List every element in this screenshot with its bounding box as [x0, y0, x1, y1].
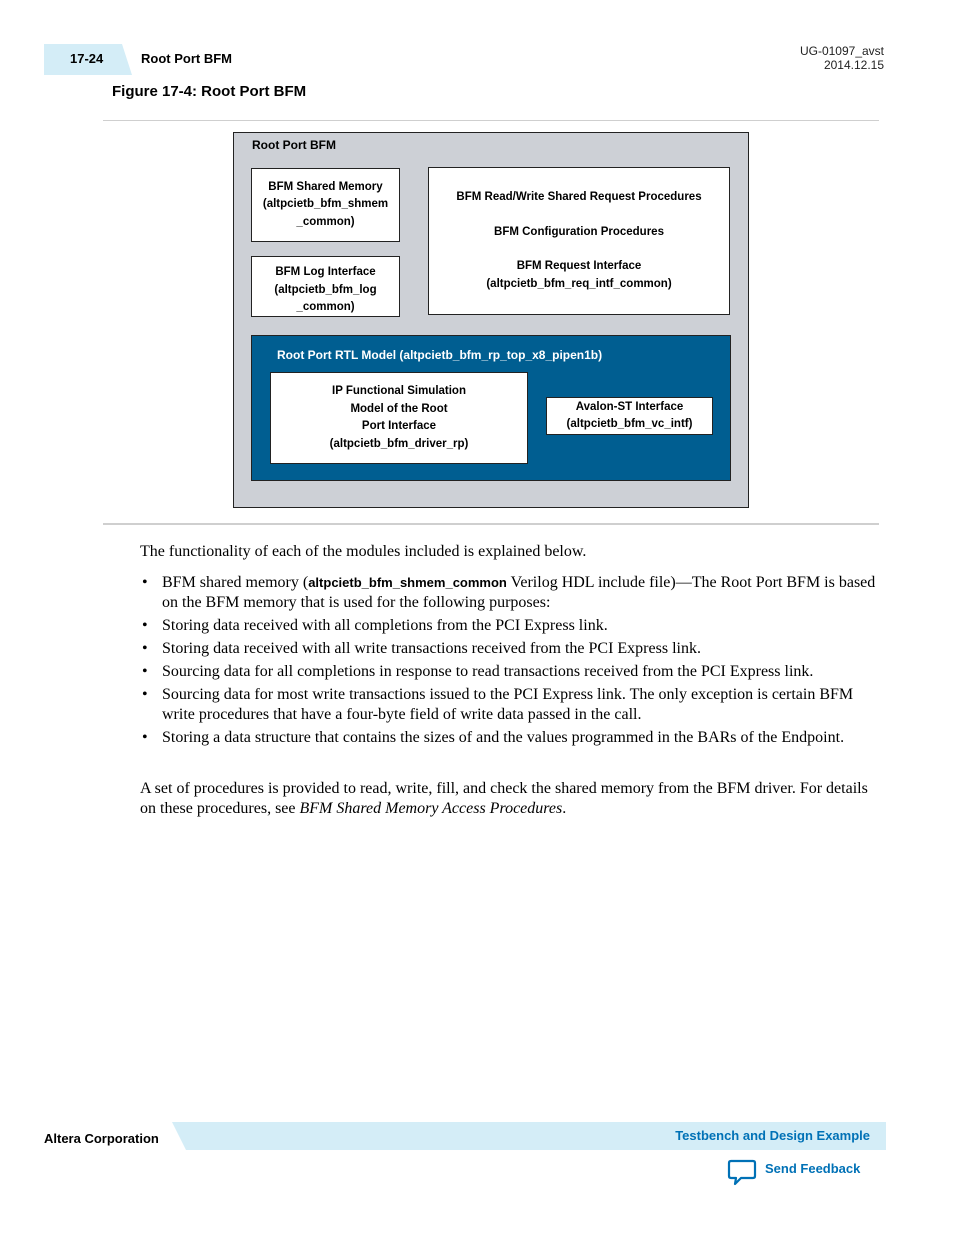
shared-memory-line: BFM Shared Memory [268, 180, 383, 193]
intro-paragraph: The functionality of each of the modules included is explained below. [140, 543, 587, 560]
log-interface-box [251, 256, 400, 317]
shared-memory-line: _common) [296, 215, 355, 228]
ip-functional-sim-box [270, 372, 528, 464]
figure-top-rule [103, 120, 879, 121]
list-item: • Sourcing data for most write transactions issued to the PCI Express link. The only exception is certain BFM write procedures that have a four-byte field of write data passed in the call. [140, 685, 880, 725]
log-interface-line: BFM Log Interface [275, 266, 376, 279]
figure-title: Figure 17-4: Root Port BFM [112, 83, 307, 100]
avalon-st-line: Avalon-ST Interface [575, 400, 684, 413]
log-interface-line: _common) [296, 301, 355, 314]
request-interface-label: BFM Request Interface [516, 260, 642, 272]
list-item: • Storing data received with all completions from the PCI Express link. [140, 616, 880, 636]
root-port-bfm-label: Root Port BFM [252, 138, 336, 152]
shared-memory-line: (altpcietb_bfm_shmem [262, 198, 389, 211]
ip-functional-line: Port Interface [361, 420, 437, 432]
speech-bubble-icon[interactable] [727, 1159, 757, 1186]
doc-date: 2014.12.15 [823, 58, 884, 72]
page-number: 17-24 [70, 51, 104, 66]
ip-functional-line: Model of the Root [350, 402, 448, 415]
section-title: Root Port BFM [141, 51, 232, 66]
rtl-model-label: Root Port RTL Model (altpcietb_bfm_rp_top_x8_pipen1b) [277, 348, 603, 362]
closing-text: A set of procedures is provided to read, write, fill, and check the shared memory from the BFM driver. For details on these procedures, see [140, 780, 868, 817]
request-procedures-box [428, 167, 730, 315]
doc-id: UG-01097_avst [799, 44, 884, 58]
rw-procedures-label: BFM Read/Write Shared Request Procedures [456, 191, 702, 203]
list-item: • Storing data received with all write transactions received from the PCI Express link. [140, 639, 880, 659]
request-interface-module: (altpcietb_bfm_req_intf_common) [486, 277, 672, 290]
doc-info [800, 44, 884, 72]
closing-paragraph [140, 779, 880, 819]
module-bullet-list [140, 573, 880, 751]
chapter-link[interactable]: Testbench and Design Example [675, 1128, 870, 1143]
cross-reference-link[interactable]: BFM Shared Memory Access Procedures [299, 800, 563, 817]
shared-memory-box [251, 168, 400, 242]
send-feedback-link[interactable]: Send Feedback [765, 1161, 861, 1176]
config-procedures-label: BFM Configuration Procedures [494, 225, 664, 238]
avalon-st-line: (altpcietb_bfm_vc_intf) [566, 418, 693, 430]
list-item: • Sourcing data for all completions in response to read transactions received from the PCI Express link. [140, 662, 880, 682]
list-item [140, 573, 880, 613]
ip-functional-line: (altpcietb_bfm_driver_rp) [329, 437, 469, 450]
avalon-st-interface-box [546, 397, 713, 435]
code-term: altpcietb_bfm_shmem_common [308, 575, 507, 590]
bullet-text: BFM shared memory ( [162, 574, 309, 591]
list-item: • Storing a data structure that contains the sizes of and the values programmed in the BARs of the Endpoint. [140, 728, 880, 748]
log-interface-line: (altpcietb_bfm_log [274, 283, 377, 296]
company-name: Altera Corporation [44, 1131, 159, 1146]
figure-bottom-rule [103, 523, 879, 525]
bullet-text: Verilog HDL include file)—The Root Port BFM is based on the BFM memory that is used for the following purposes: [162, 574, 876, 611]
ip-functional-line: IP Functional Simulation [332, 385, 466, 397]
closing-text: . [562, 800, 567, 817]
